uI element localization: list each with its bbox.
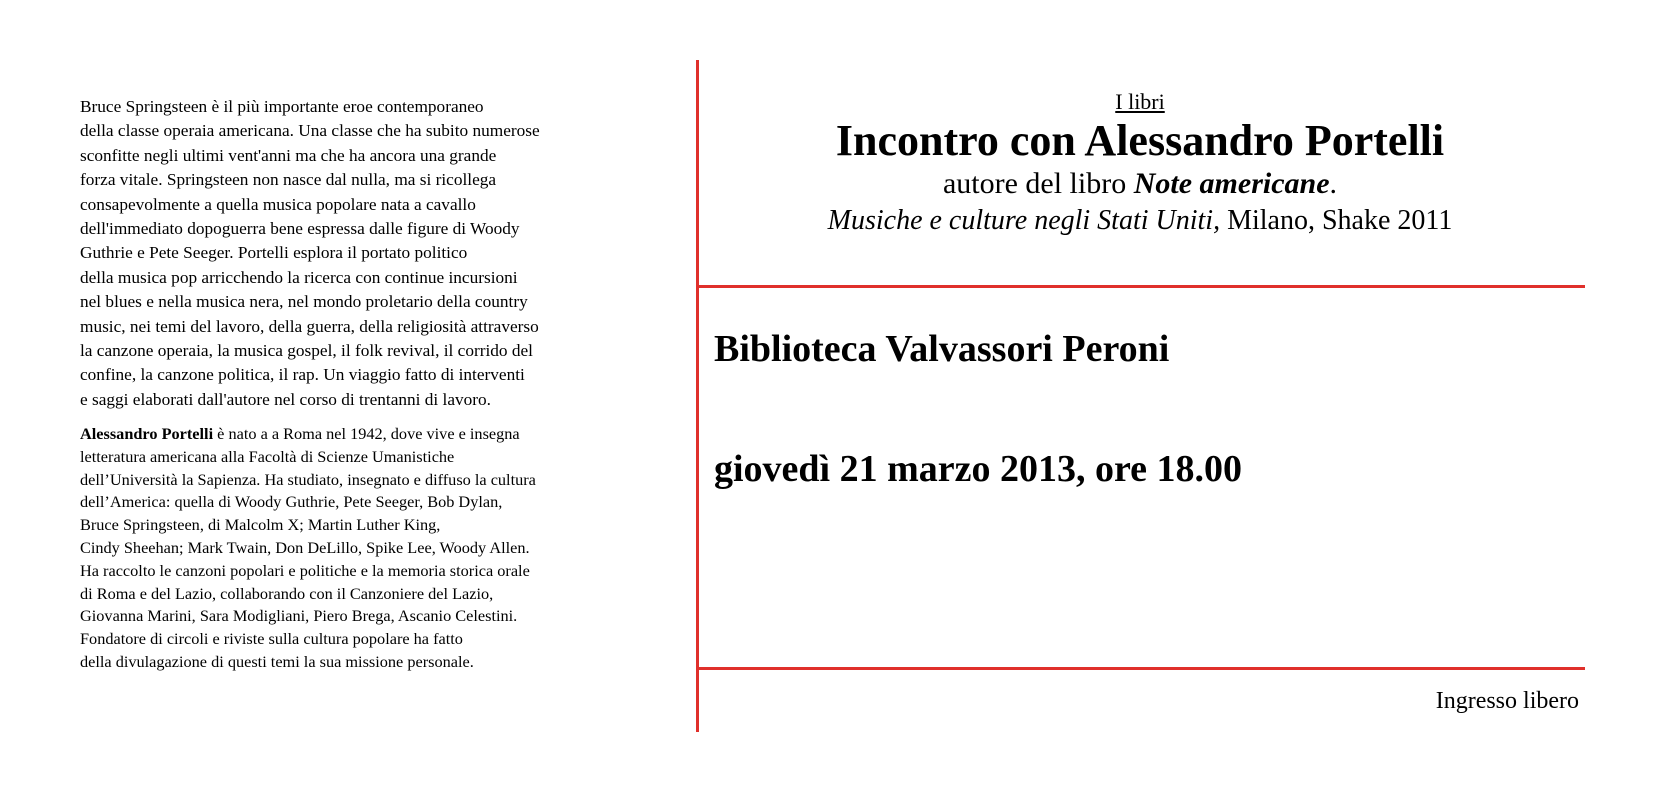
entry-note: Ingresso libero bbox=[1435, 688, 1579, 714]
description-line: Bruce Springsteen è il più importante eroe contemporaneo bbox=[80, 97, 484, 116]
description-line: music, nei temi del lavoro, della guerra, della religiosità attraverso bbox=[80, 316, 539, 336]
description-line: Guthrie e Pete Seeger. Portelli esplora il portato politico bbox=[80, 243, 468, 263]
series-label: I libri bbox=[1115, 89, 1165, 114]
venue: Biblioteca Valvassori Peroni bbox=[714, 328, 1170, 370]
bio-line: Fondatore di circoli e riviste sulla cultura popolare ha fatto bbox=[80, 629, 463, 649]
description-line: della classe operaia americana. Una classe che ha subito numerose bbox=[80, 121, 540, 141]
author-bio bbox=[80, 423, 660, 674]
description-paragraph bbox=[80, 95, 660, 412]
bio-line: di Roma e del Lazio, collaborando con il Canzoniere del Lazio, bbox=[80, 583, 494, 603]
bio-line: dell’Università la Sapienza. Ha studiato, insegnato e diffuso la cultura bbox=[80, 469, 536, 489]
description-line: della musica pop arricchendo la ricerca con continue incursioni bbox=[80, 267, 518, 287]
event-title: Incontro con Alessandro Portelli bbox=[835, 116, 1445, 165]
description-line: e saggi elaborati dall'autore nel corso di trentanni di lavoro. bbox=[80, 389, 492, 409]
book-title: Note americane bbox=[1133, 167, 1330, 200]
bio-line: Cindy Sheehan; Mark Twain, Don DeLillo, Spike Lee, Woody Allen. bbox=[80, 537, 530, 557]
event-subtitle bbox=[700, 166, 1580, 202]
event-date: giovedì 21 marzo 2013, ore 18.00 bbox=[714, 448, 1243, 490]
horizontal-divider-bottom bbox=[699, 667, 1585, 670]
description-line: forza vitale. Springsteen non nasce dal nulla, ma si ricollega bbox=[80, 170, 497, 190]
description-line: nel blues e nella musica nera, nel mondo proletario della country bbox=[80, 292, 528, 312]
bio-first-line-text: è nato a a Roma nel 1942, dove vive e insegna bbox=[213, 424, 520, 443]
bio-line: letteratura americana alla Facoltà di Scienze Umanistiche bbox=[80, 446, 455, 466]
subtitle-suffix: . bbox=[1329, 167, 1338, 200]
bio-first-line bbox=[80, 423, 660, 446]
description-line: dell'immediato dopoguerra bene espressa dalle figure di Woody bbox=[80, 219, 520, 239]
bio-line: Giovanna Marini, Sara Modigliani, Piero Brega, Ascanio Celestini. bbox=[80, 606, 518, 626]
bio-line: Bruce Springsteen, di Malcolm X; Martin Luther King, bbox=[80, 515, 441, 535]
bio-line: della divulagazione di questi temi la sua missione personale. bbox=[80, 651, 474, 671]
description-line: confine, la canzone politica, il rap. Un viaggio fatto di interventi bbox=[80, 365, 525, 385]
book-subtitle: Musiche e culture negli Stati Uniti, bbox=[827, 205, 1221, 236]
horizontal-divider-top bbox=[696, 285, 1585, 288]
publisher: Milano, Shake 2011 bbox=[1220, 205, 1453, 236]
subtitle-prefix: autore del libro bbox=[942, 167, 1134, 200]
bio-line: dell’America: quella di Woody Guthrie, Pete Seeger, Bob Dylan, bbox=[80, 492, 503, 512]
description-line: consapevolmente a quella musica popolare nata a cavallo bbox=[80, 194, 476, 214]
author-name: Alessandro Portelli bbox=[80, 424, 214, 443]
bio-line: Ha raccolto le canzoni popolari e politiche e la memoria storica orale bbox=[80, 560, 530, 580]
event-header bbox=[700, 88, 1580, 240]
description-line: sconfitte negli ultimi vent'anni ma che ha ancora una grande bbox=[80, 145, 497, 165]
description-line: la canzone operaia, la musica gospel, il folk revival, il corrido del bbox=[80, 341, 533, 361]
book-details bbox=[700, 202, 1580, 240]
vertical-divider bbox=[696, 60, 699, 732]
